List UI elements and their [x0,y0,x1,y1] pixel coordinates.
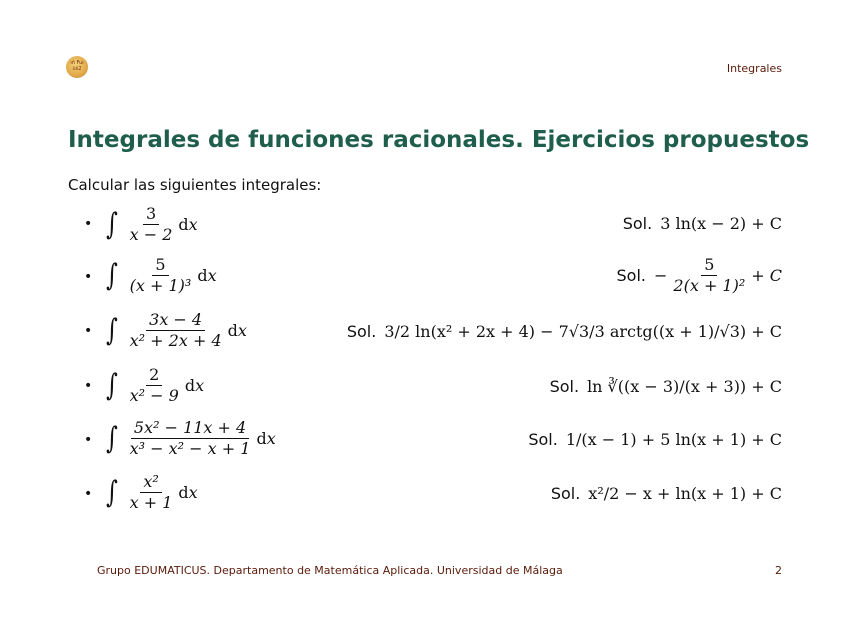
exercise-6 [104,473,198,513]
denominator: x² + 2x + 4 [129,331,222,351]
exercise-1 [104,205,198,245]
solution-1 [623,214,782,233]
integrand-fraction [127,419,254,459]
denominator: (x + 1)³ [129,276,192,296]
logo-text-line-1: ıń Fuı [70,60,84,66]
footer-credit: Grupo EDUMATICUS. Departamento de Matemática Aplicada. Universidad de Málaga [97,564,563,577]
differential: dx [178,215,198,235]
numerator: 5 [152,256,168,276]
minus-sign: − [654,266,668,286]
numerator: x² [140,473,161,493]
denominator: x − 2 [129,225,173,245]
sol-label: Sol. [616,266,646,286]
differential: dx [197,266,217,286]
differential: dx [227,321,247,341]
differential: dx [256,429,276,449]
sol-label: Sol. [550,484,581,503]
solution-4 [550,377,782,396]
sol-label: Sol. [622,214,653,233]
solution-3 [347,322,782,341]
bullet: • [84,378,93,394]
integrand-fraction [127,366,182,406]
solution-expression: x²/2 − x + ln(x + 1) + C [588,484,782,503]
denominator: x³ − x² − x + 1 [129,439,251,459]
sol-label: Sol. [549,377,580,396]
section-title: Integrales [726,62,782,75]
exercise-5 [104,419,276,459]
integral-sign: ∫ [105,420,118,456]
numerator: 5x² − 11x + 4 [131,419,249,439]
bullet: • [84,323,93,339]
solution-6 [551,484,782,503]
bullet: • [84,432,93,448]
numerator: 2 [146,366,162,386]
solution-expression: 3/2 ln(x² + 2x + 4) − 7√3/3 arctg((x + 1)/√3) + C [384,322,782,341]
denominator: x + 1 [129,493,173,513]
integral-sign: ∫ [105,206,118,242]
numerator: 5 [701,256,717,276]
denominator: 2(x + 1)² [673,276,746,296]
integrand-fraction [127,311,225,351]
page-number: 2 [775,564,782,577]
exercise-2 [104,256,217,296]
integrand-fraction [127,256,195,296]
solution-expression: 1/(x − 1) + 5 ln(x + 1) + C [565,430,782,449]
differential: dx [178,483,198,503]
solution-fraction [670,256,748,296]
bullet: • [84,486,93,502]
integral-sign: ∫ [105,474,118,510]
bullet: • [84,269,93,285]
integrand-fraction [127,473,176,513]
solution-expression: 3 ln(x − 2) + C [660,214,782,233]
solution-5 [528,430,782,449]
denominator: x² − 9 [129,386,179,406]
differential: dx [184,376,205,396]
solution-tail: + C [751,266,782,286]
bullet: • [84,216,93,232]
integrand-fraction [127,205,176,245]
logo-text-line-2: üŝ2 [72,66,82,72]
solution-expression: ln ∛((x − 3)/(x + 3)) + C [587,377,782,396]
numerator: 3x − 4 [146,311,205,331]
sol-label: Sol. [346,322,377,341]
university-logo [66,56,88,78]
exercise-3 [104,311,247,351]
integral-sign: ∫ [105,312,118,348]
sol-label: Sol. [528,430,558,449]
intro-text: Calcular las siguientes integrales: [68,176,322,194]
integral-sign: ∫ [105,367,118,403]
page-title: Integrales de funciones racionales. Ejercicios propuestos [68,127,810,153]
exercise-4 [104,366,204,406]
integral-sign: ∫ [105,257,118,293]
solution-2 [617,256,782,296]
numerator: 3 [143,205,159,225]
